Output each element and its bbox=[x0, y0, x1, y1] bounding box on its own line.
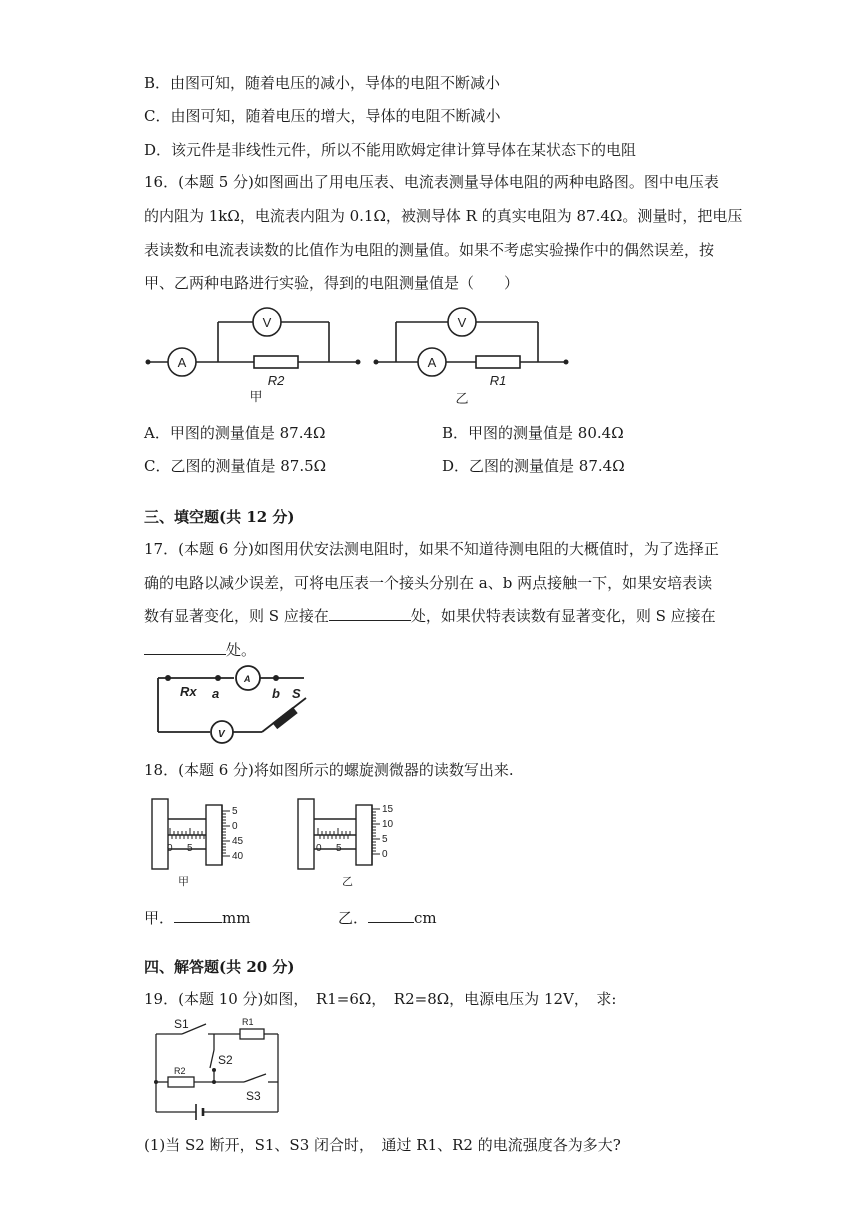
rx-label: Rx bbox=[180, 684, 197, 699]
yi-figure-label: 乙 bbox=[455, 391, 469, 405]
q16-option-a: A．甲图的测量值是 87.4Ω bbox=[144, 424, 326, 442]
section-4-title: 四、解答题(共 20 分) bbox=[144, 958, 295, 976]
section-3-title: 三、填空题(共 12 分) bbox=[144, 508, 295, 526]
jia-scale-5: 5 bbox=[232, 806, 238, 817]
q17-line-3-end: 处，如果伏特表读数有显著变化，则 S 应接在 bbox=[410, 607, 716, 625]
terminal-dot bbox=[374, 360, 379, 365]
q17-circuit-diagram bbox=[150, 664, 320, 748]
terminal-dot bbox=[146, 360, 151, 365]
q18-stem: 18．(本题 6 分)将如图所示的螺旋测微器的读数写出来. bbox=[144, 761, 514, 779]
q15-option-d: D．该元件是非线性元件，所以不能用欧姆定律计算导体在某状态下的电阻 bbox=[144, 141, 637, 159]
q18-answer-yi bbox=[338, 906, 437, 928]
jia-figure-label: 甲 bbox=[178, 876, 189, 888]
q16-option-b: B．甲图的测量值是 80.4Ω bbox=[442, 424, 624, 442]
q16-stem-line-1: 16．(本题 5 分)如图画出了用电压表、电流表测量导体电阻的两种电路图。图中电压表 bbox=[144, 173, 719, 191]
q16-stem-line-2: 的内阻为 1kΩ，电流表内阻为 0.1Ω，被测导体 R 的真实电阻为 87.4Ω。测量时，把电压 bbox=[144, 207, 743, 225]
q18-answer-jia-prefix: 甲． bbox=[144, 909, 175, 927]
q18-micrometer-figures bbox=[144, 795, 404, 890]
junction-dot bbox=[165, 675, 171, 681]
q17-line-3 bbox=[144, 604, 716, 626]
jia-ammeter-label: A bbox=[177, 355, 187, 370]
q18-answer-jia-unit: mm bbox=[222, 909, 251, 927]
yi-r1-label: R1 bbox=[489, 373, 507, 388]
q17-blank-2[interactable] bbox=[144, 638, 226, 655]
q18-answer-yi-unit: cm bbox=[414, 909, 437, 927]
jia-main-scale-0: 0 bbox=[167, 843, 173, 854]
s1-label: S1 bbox=[174, 1017, 189, 1031]
point-a-label: a bbox=[212, 686, 220, 701]
yi-scale-10: 10 bbox=[382, 819, 394, 830]
q16-circuit-diagrams bbox=[140, 305, 580, 405]
q19-stem: 19．(本题 10 分)如图， R1=6Ω， R2=8Ω，电源电压为 12V， 求: bbox=[144, 990, 617, 1008]
q19-circuit-diagram bbox=[148, 1012, 288, 1122]
q16-stem-line-4: 甲、乙两种电路进行实验，得到的电阻测量值是（ ） bbox=[144, 274, 520, 292]
jia-r2-label: R2 bbox=[267, 373, 285, 388]
q17-line-2: 确的电路以减少误差，可将电压表一个接头分别在 a、b 两点接触一下，如果安培表读 bbox=[144, 574, 713, 592]
q17-line-3-start: 数有显著变化，则 S 应接在 bbox=[144, 607, 329, 625]
s2-label: S2 bbox=[218, 1053, 233, 1067]
jia-main-scale-5: 5 bbox=[187, 843, 193, 854]
jia-figure-label: 甲 bbox=[249, 389, 263, 404]
junction-dot bbox=[154, 1080, 158, 1084]
yi-scale-0: 0 bbox=[382, 849, 388, 860]
yi-ammeter-label: A bbox=[427, 355, 437, 370]
q16-option-c: C．乙图的测量值是 87.5Ω bbox=[144, 457, 327, 475]
yi-voltmeter-label: V bbox=[457, 315, 467, 330]
yi-scale-5: 5 bbox=[382, 834, 388, 845]
r1-label: R1 bbox=[242, 1017, 254, 1027]
jia-scale-0: 0 bbox=[232, 821, 238, 832]
junction-dot bbox=[212, 1068, 216, 1072]
q18-answer-jia bbox=[144, 906, 250, 928]
q18-blank-jia[interactable] bbox=[174, 906, 222, 923]
jia-scale-40: 40 bbox=[232, 851, 244, 862]
s3-label: S3 bbox=[246, 1089, 261, 1103]
point-b-label: b bbox=[272, 686, 280, 701]
q16-stem-line-3: 表读数和电流表读数的比值作为电阻的测量值。如果不考虑实验操作中的偶然误差，按 bbox=[144, 241, 715, 259]
jia-scale-45: 45 bbox=[232, 836, 244, 847]
q17-line-4-end: 处。 bbox=[226, 641, 257, 659]
q17-blank-1[interactable] bbox=[329, 604, 411, 621]
q17-line-1: 17．(本题 6 分)如图用伏安法测电阻时，如果不知道待测电阻的大概值时，为了选择正 bbox=[144, 540, 719, 558]
q15-option-b: B．由图可知，随着电压的减小，导体的电阻不断减小 bbox=[144, 74, 501, 92]
junction-dot bbox=[273, 675, 279, 681]
q15-option-c: C．由图可知，随着电压的增大，导体的电阻不断减小 bbox=[144, 107, 501, 125]
q18-blank-yi[interactable] bbox=[368, 906, 414, 923]
q18-answer-yi-prefix: 乙． bbox=[338, 909, 369, 927]
r2-label: R2 bbox=[174, 1066, 186, 1076]
junction-dot bbox=[212, 1080, 216, 1084]
q17-line-4 bbox=[144, 638, 256, 660]
terminal-dot bbox=[564, 360, 569, 365]
terminal-dot bbox=[356, 360, 361, 365]
q16-option-d: D．乙图的测量值是 87.4Ω bbox=[442, 457, 625, 475]
q19-sub-question-1: (1)当 S2 断开，S1、S3 闭合时， 通过 R1、R2 的电流强度各为多大? bbox=[144, 1136, 621, 1154]
switch-s-label: S bbox=[292, 686, 301, 701]
jia-voltmeter-label: V bbox=[262, 315, 272, 330]
voltmeter-label: V bbox=[218, 729, 225, 740]
switch-s-contact bbox=[272, 707, 297, 729]
yi-main-scale-5: 5 bbox=[336, 843, 342, 854]
ammeter-label: A bbox=[244, 674, 251, 684]
yi-main-scale-0: 0 bbox=[316, 843, 322, 854]
junction-dot bbox=[215, 675, 221, 681]
yi-scale-15: 15 bbox=[382, 804, 394, 815]
yi-figure-label: 乙 bbox=[342, 876, 353, 888]
